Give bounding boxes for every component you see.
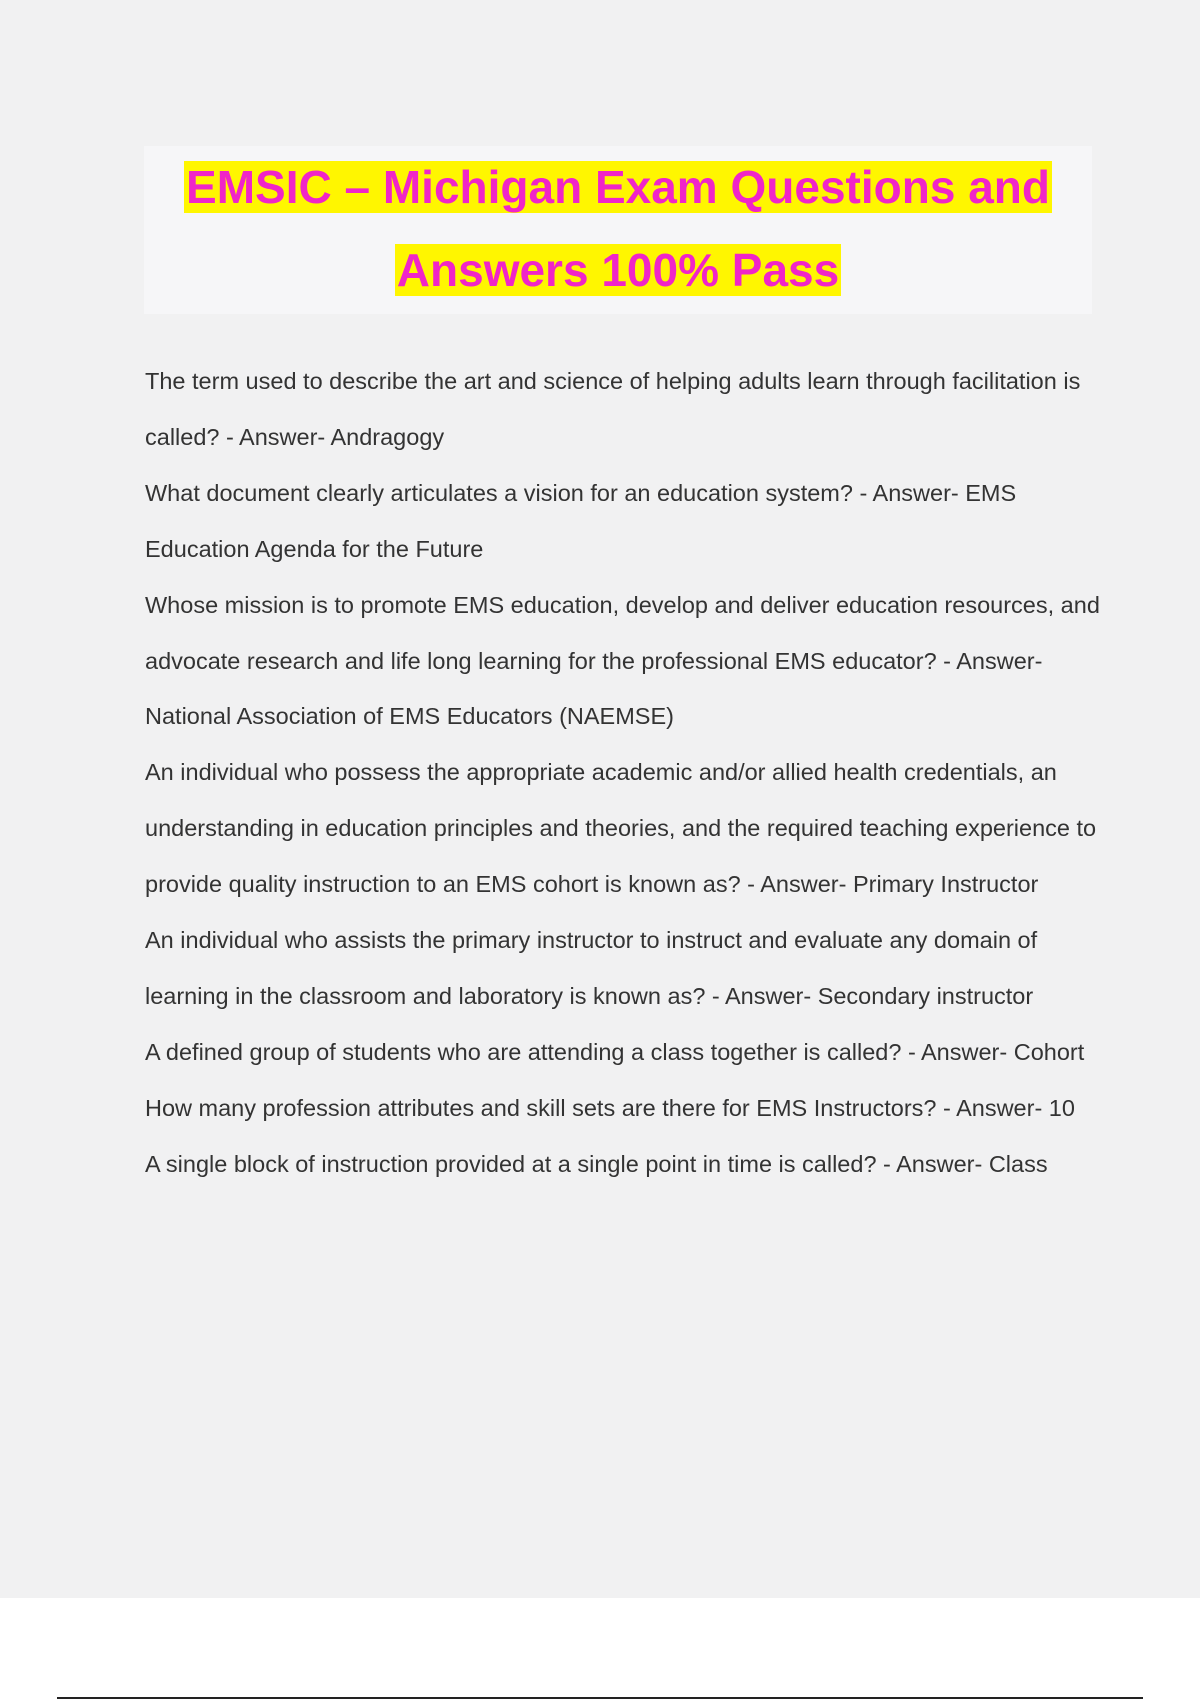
qa-item: How many profession attributes and skill sets are there for EMS Instructors? - Answer- 10: [145, 1094, 1075, 1121]
title-banner: [144, 146, 1092, 314]
qa-item: A single block of instruction provided at a single point in time is called? - Answer- Class: [145, 1150, 1048, 1177]
qa-item: A defined group of students who are attending a class together is called? - Answer- Cohort: [145, 1038, 1085, 1065]
title-highlight-1: EMSIC – Michigan Exam Questions and: [186, 161, 1050, 213]
qa-item: Whose mission is to promote EMS education, develop and deliver education resources, and advocate research and life long learning for the professional EMS educator? - Answer- National Association of EMS Educators (NAEMSE): [145, 591, 1100, 730]
qa-item: What document clearly articulates a vision for an education system? - Answer- EMS Education Agenda for the Future: [145, 479, 1017, 562]
qa-item: An individual who assists the primary instructor to instruct and evaluate any domain of learning in the classroom and laboratory is known as? - Answer- Secondary instructor: [145, 927, 1038, 1009]
title-highlight-2: Answers 100% Pass: [396, 244, 840, 296]
page-bottom-divider: [57, 1697, 1143, 1699]
document-title-line-2: [144, 229, 1092, 312]
qa-item: An individual who possess the appropriate academic and/or allied health credentials, an understanding in education principles and theories, and the required teaching experience to provide quality instruction to an EMS cohort is known as? - Answer- Primary Instructor: [145, 759, 1097, 898]
document-title-line-1: [144, 146, 1092, 229]
qa-list: [145, 354, 1105, 1193]
qa-item: The term used to describe the art and science of helping adults learn through facilitation is called? - Answer- Andragogy: [145, 368, 1081, 450]
